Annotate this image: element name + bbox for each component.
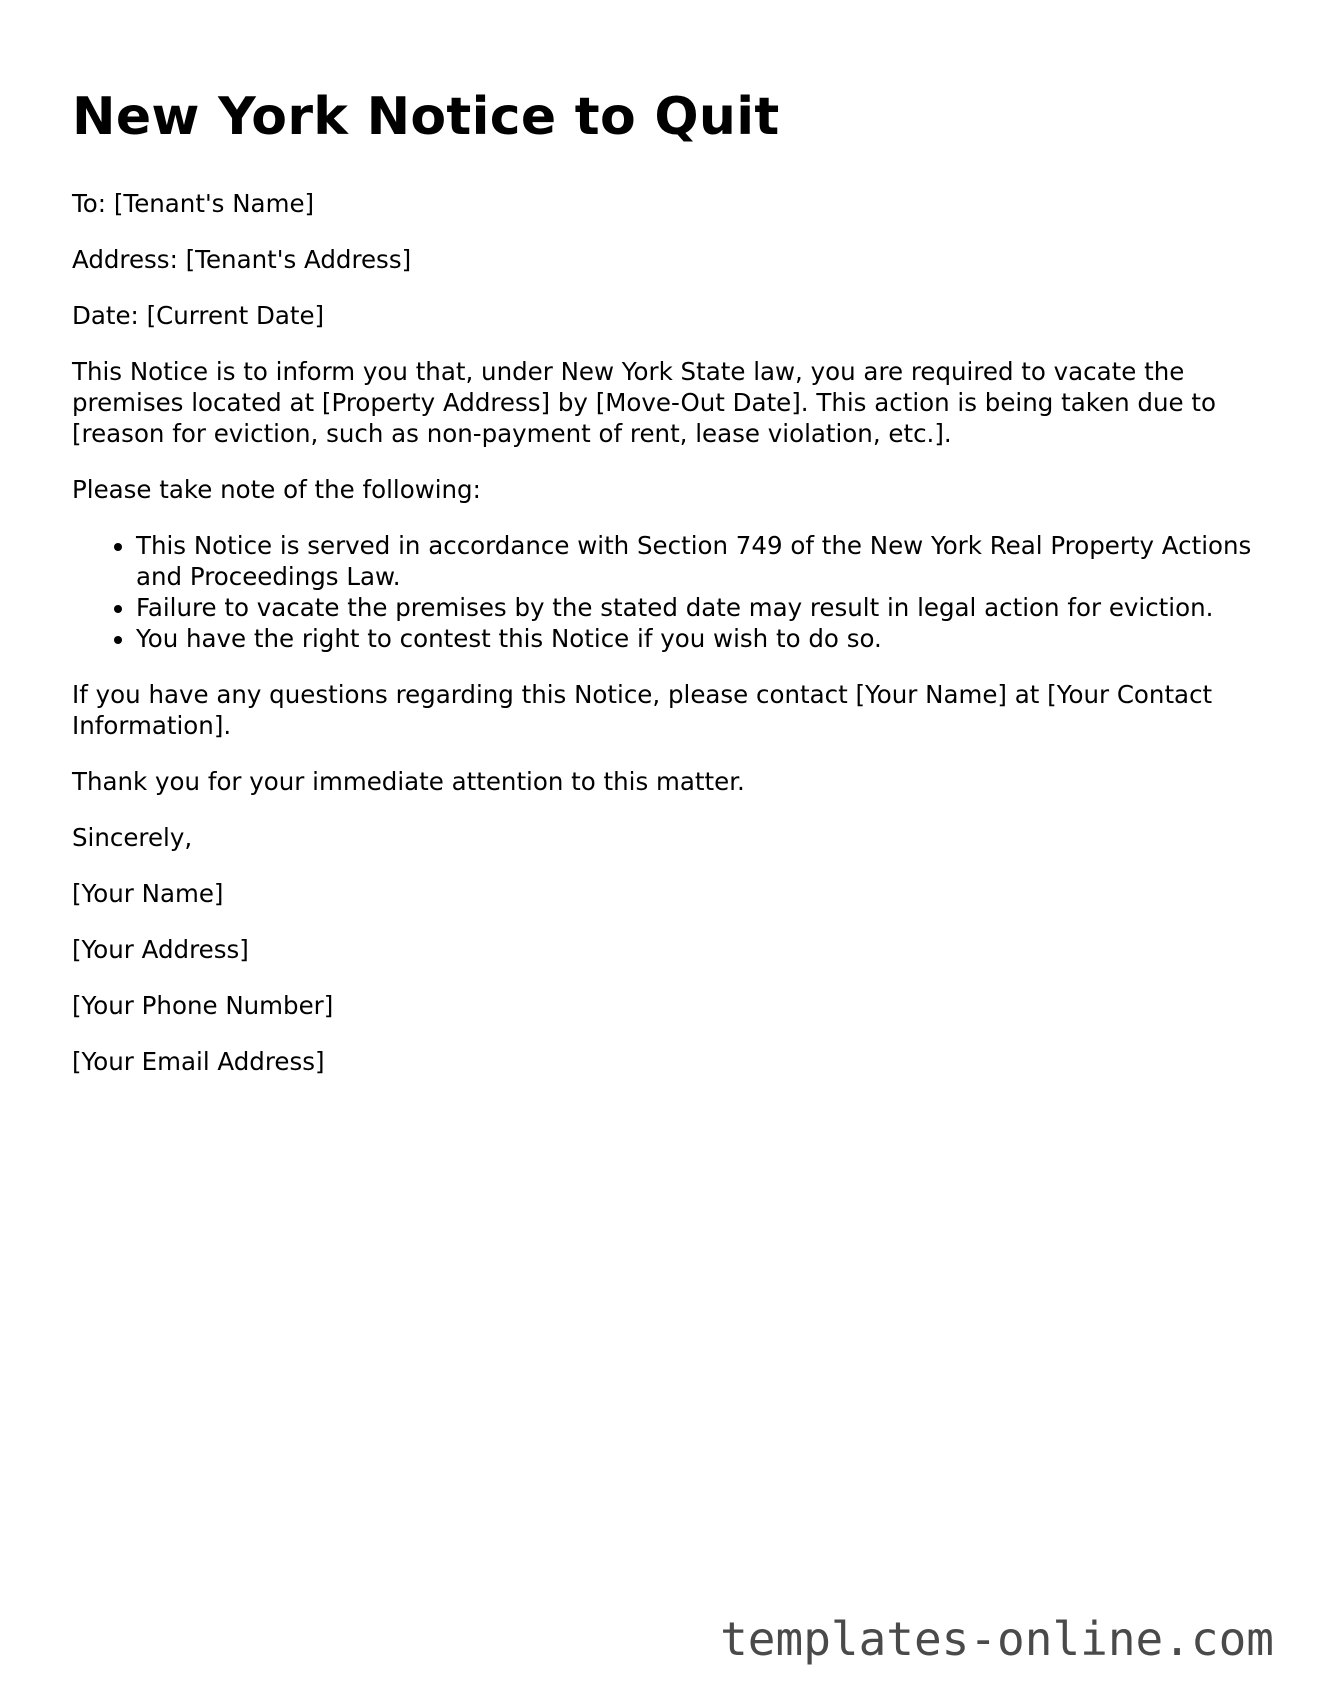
list-item: • Failure to vacate the premises by the stated date may result in legal action for eviction.: [136, 592, 1252, 623]
recipient-name-line: To: [Tenant's Name]: [72, 188, 315, 218]
intro-paragraph: This Notice is to inform you that, under New York State law, you are required to vacate the premises located at [Property Address] by [Move-Out Date]. This action is being taken due to [reason for eviction, such as non-payment of rent, lease violation, etc.].: [72, 356, 1216, 448]
signature-email: [Your Email Address]: [72, 1046, 325, 1076]
signature-address: [Your Address]: [72, 934, 249, 964]
signature-phone: [Your Phone Number]: [72, 990, 334, 1020]
signature-name: [Your Name]: [72, 878, 224, 908]
document-title: New York Notice to Quit: [72, 87, 780, 147]
list-item: • This Notice is served in accordance with Section 749 of the New York Real Property Actions and Proceedings Law.: [136, 530, 1252, 592]
note-heading: Please take note of the following:: [72, 474, 481, 504]
date-line: Date: [Current Date]: [72, 300, 325, 330]
closing-line: Sincerely,: [72, 822, 193, 852]
watermark-text: templates-online.com: [720, 1612, 1274, 1666]
notes-list: [72, 530, 1252, 654]
thanks-line: Thank you for your immediate attention to this matter.: [72, 766, 745, 796]
list-item: • You have the right to contest this Notice if you wish to do so.: [136, 623, 1252, 654]
contact-paragraph: If you have any questions regarding this Notice, please contact [Your Name] at [Your Contact Information].: [72, 679, 1213, 740]
document-page: [72, 88, 1252, 1102]
recipient-address-line: Address: [Tenant's Address]: [72, 244, 412, 274]
